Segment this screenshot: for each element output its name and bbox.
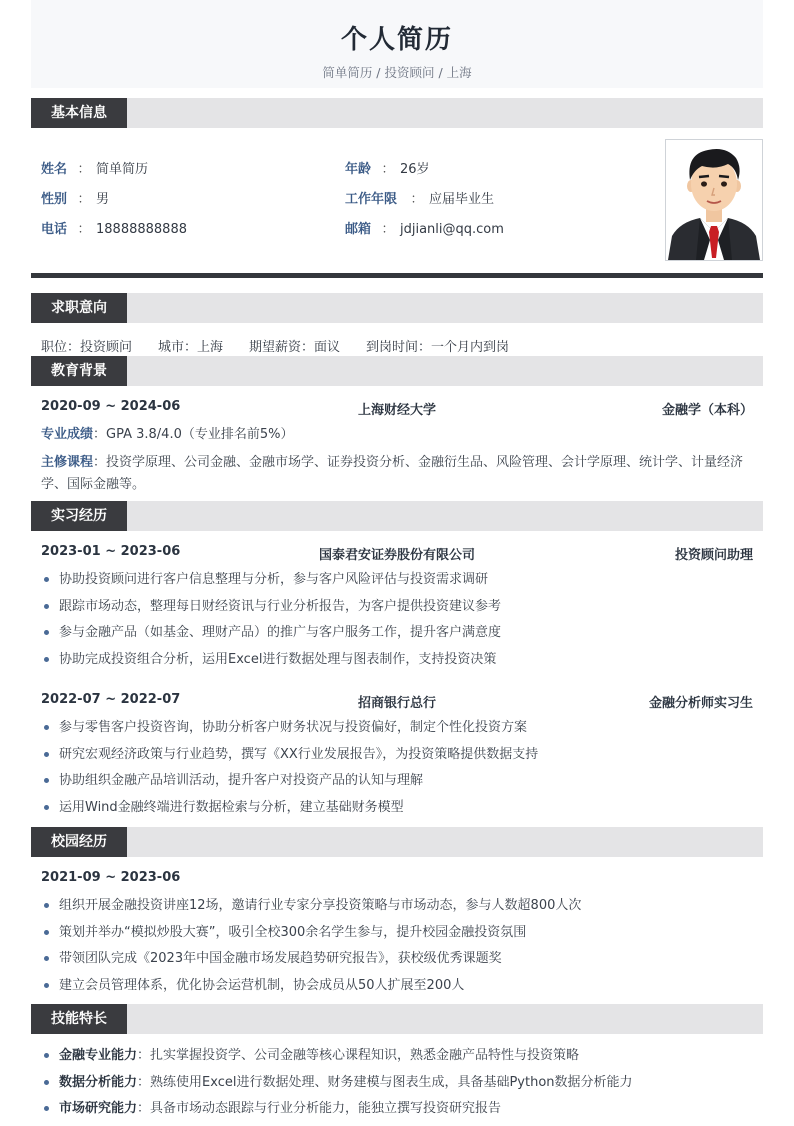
section-education xyxy=(31,356,763,386)
section-basic xyxy=(31,98,763,128)
internship-role: 投资顾问助理 xyxy=(674,548,753,563)
basic-gender-row xyxy=(41,191,109,209)
skill-label: 金融专业能力 xyxy=(59,1048,138,1063)
job-intent-row xyxy=(41,336,535,355)
basic-email-row xyxy=(345,221,504,239)
education-major: 金融学（本科） xyxy=(661,403,753,418)
education-period: 2020-09 ~ 2024-06 xyxy=(41,399,181,414)
list-item: 建立会员管理体系，优化协会运营机制，协会成员从50人扩展至200人 xyxy=(41,976,753,1003)
section-internship xyxy=(31,501,763,531)
list-item: 带领团队完成《2023年中国金融市场发展趋势研究报告》，获校级优秀课题奖 xyxy=(41,949,753,976)
phone-label: 电话 xyxy=(41,222,68,237)
internship-company: 国泰君安证券股份有限公司 xyxy=(318,548,475,563)
skill-text: ：具备市场动态跟踪与行业分析能力，能独立撰写投资研究报告 xyxy=(137,1101,502,1116)
basic-name-row xyxy=(41,161,148,179)
phone-value: 18888888888 xyxy=(96,222,187,237)
courses-label: 主修课程 xyxy=(41,455,94,470)
courses-value: ：投资学原理、公司金融、金融市场学、证券投资分析、金融衍生品、风险管理、会计学原理、统计学、计量经济学、国际金融等。 xyxy=(41,455,744,492)
name-label: 姓名 xyxy=(41,162,68,177)
section-campus xyxy=(31,827,763,857)
email-value: jdjianli@qq.com xyxy=(400,222,504,237)
skills-list xyxy=(41,1046,753,1126)
resume-header xyxy=(31,0,763,88)
section-title: 教育背景 xyxy=(31,356,127,386)
list-item: 参与金融产品（如基金、理财产品）的推广与客户服务工作，提升客户满意度 xyxy=(41,623,753,650)
list-item: 策划并举办“模拟炒股大赛”，吸引全校300余名学生参与，提升校园金融投资氛围 xyxy=(41,923,753,950)
colon: ： xyxy=(381,162,395,177)
gpa-label: 专业成绩 xyxy=(41,427,94,442)
list-item: 跟踪市场动态，整理每日财经资讯与行业分析报告，为客户提供投资建议参考 xyxy=(41,597,753,624)
internship-entry-head xyxy=(41,544,753,562)
education-entry-head xyxy=(41,399,753,417)
email-label: 邮箱 xyxy=(345,222,372,237)
internship-entry-head xyxy=(41,692,753,710)
age-value: 26岁 xyxy=(400,162,430,177)
section-title: 基本信息 xyxy=(31,98,127,128)
avatar-icon xyxy=(666,140,762,260)
list-item: 运用Wind金融终端进行数据检索与分析，建立基础财务模型 xyxy=(41,798,753,825)
section-title: 校园经历 xyxy=(31,827,127,857)
internship-role: 金融分析师实习生 xyxy=(648,696,753,711)
gender-value: 男 xyxy=(96,192,110,207)
skill-text: ：扎实掌握投资学、公司金融等核心课程知识，熟悉金融产品特性与投资策略 xyxy=(137,1048,580,1063)
resume-page xyxy=(31,0,763,1123)
skill-item xyxy=(41,1099,753,1126)
page-title: 个人简历 xyxy=(340,25,453,55)
section-divider xyxy=(31,273,763,278)
colon: ： xyxy=(410,192,424,207)
name-value: 简单简历 xyxy=(96,162,149,177)
intent-city: 城市：上海 xyxy=(158,340,224,355)
colon: ： xyxy=(77,162,91,177)
education-school: 上海财经大学 xyxy=(357,403,436,418)
intent-salary: 期望薪资：面议 xyxy=(249,340,341,355)
section-title: 技能特长 xyxy=(31,1004,127,1034)
list-item: 协助投资顾问进行客户信息整理与分析，参与客户风险评估与投资需求调研 xyxy=(41,570,753,597)
basic-years-row xyxy=(345,191,494,209)
basic-phone-row xyxy=(41,221,187,239)
skill-label: 市场研究能力 xyxy=(59,1101,138,1116)
section-title: 求职意向 xyxy=(31,293,127,323)
list-item: 参与零售客户投资咨询，协助分析客户财务状况与投资偏好，制定个性化投资方案 xyxy=(41,718,753,745)
internship-duties xyxy=(41,718,753,824)
internship-period: 2023-01 ~ 2023-06 xyxy=(41,544,181,559)
skill-item xyxy=(41,1073,753,1100)
list-item: 协助完成投资组合分析，运用Excel进行数据处理与图表制作，支持投资决策 xyxy=(41,650,753,677)
list-item: 组织开展金融投资讲座12场，邀请行业专家分享投资策略与市场动态，参与人数超800人次 xyxy=(41,896,753,923)
page-subtitle: 简单简历 / 投资顾问 / 上海 xyxy=(322,65,472,80)
gpa-value: ：GPA 3.8/4.0（专业排名前5%） xyxy=(93,427,294,442)
campus-entry-head xyxy=(41,870,753,888)
intent-arrival: 到岗时间：一个月内到岗 xyxy=(366,340,510,355)
age-label: 年龄 xyxy=(345,162,372,177)
internship-period: 2022-07 ~ 2022-07 xyxy=(41,692,181,707)
internship-company: 招商银行总行 xyxy=(357,696,436,711)
list-item: 研究宏观经济政策与行业趋势，撰写《XX行业发展报告》，为投资策略提供数据支持 xyxy=(41,745,753,772)
colon: ： xyxy=(77,222,91,237)
section-intent xyxy=(31,293,763,323)
colon: ： xyxy=(77,192,91,207)
skill-text: ：熟练使用Excel进行数据处理、财务建模与图表生成，具备基础Python数据分析能力 xyxy=(137,1074,633,1090)
section-skills xyxy=(31,1004,763,1034)
section-title: 实习经历 xyxy=(31,501,127,531)
gender-label: 性别 xyxy=(41,192,68,207)
years-label: 工作年限 xyxy=(345,192,398,207)
years-value: 应届毕业生 xyxy=(429,192,495,207)
skill-label: 数据分析能力 xyxy=(59,1074,138,1090)
avatar xyxy=(665,139,763,261)
internship-duties xyxy=(41,570,753,676)
colon: ： xyxy=(381,222,395,237)
skill-item xyxy=(41,1046,753,1073)
list-item: 协助组织金融产品培训活动，提升客户对投资产品的认知与理解 xyxy=(41,771,753,798)
education-gpa xyxy=(41,424,753,446)
intent-position: 职位：投资顾问 xyxy=(41,340,133,355)
campus-period: 2021-09 ~ 2023-06 xyxy=(41,870,181,885)
campus-activities xyxy=(41,896,753,1002)
education-courses xyxy=(41,452,753,496)
basic-age-row xyxy=(345,161,430,179)
